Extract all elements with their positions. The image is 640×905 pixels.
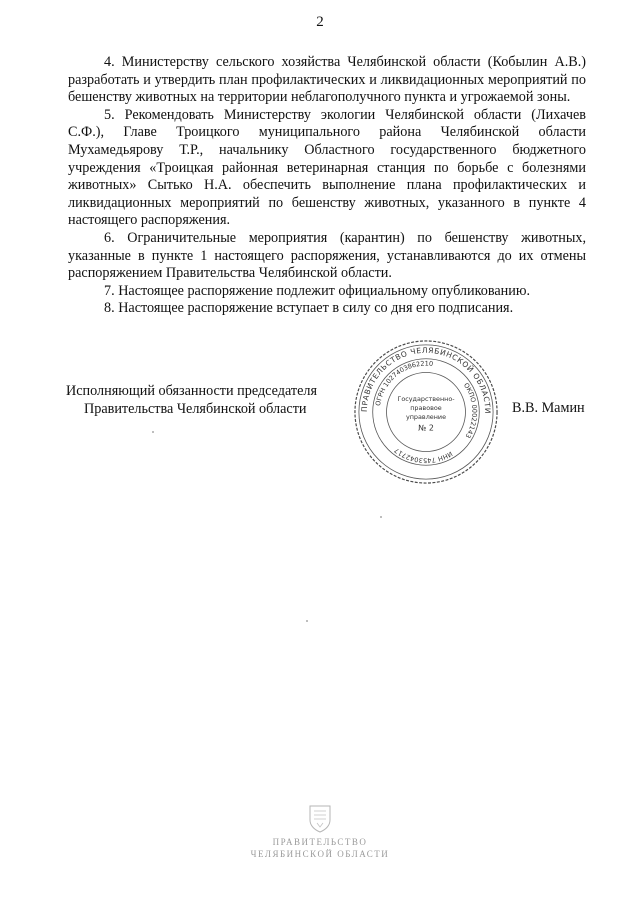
paragraph-4: 4. Министерству сельского хозяйства Челябинской области (Кобылин А.В.) разработать и утвердить план профилактических и ликвидационных мероприятий по бешенству животных на территории неблагополучного пункта и угрожаемой зоны. xyxy=(68,54,586,106)
footer-line-2: ЧЕЛЯБИНСКОЙ ОБЛАСТИ xyxy=(250,849,390,859)
seal-center-line-1: Государственно- xyxy=(397,395,455,404)
seal-center-line-2: правовое xyxy=(410,404,442,413)
paragraph-8: 8. Настоящее распоряжение вступает в силу со дня его подписания. xyxy=(104,300,514,317)
paragraph-6: 6. Ограничительные мероприятия (карантин) по бешенству животных, указанные в пункте 1 настоящего распоряжения, устанавливаются до их отмены распоряжением Правительства Челябинской области. xyxy=(68,229,586,282)
document-body xyxy=(68,54,586,318)
page-number: 2 xyxy=(316,14,324,30)
official-seal xyxy=(352,338,500,486)
scan-speck xyxy=(152,431,154,433)
seal-center-number: № 2 xyxy=(418,423,434,433)
seal-ogrn: ОГРН 1027403862210 xyxy=(374,359,434,407)
scan-speck xyxy=(380,516,382,518)
seal-okpo: ОКПО 00022143 xyxy=(461,381,479,440)
signatory-name: В.В. Мамин xyxy=(512,400,585,416)
signatory-title-line-1: Исполняющий обязанности председателя xyxy=(66,383,317,399)
paragraph-7: 7. Настоящее распоряжение подлежит официальному опубликованию. xyxy=(104,282,531,299)
seal-outer-text: ПРАВИТЕЛЬСТВО ЧЕЛЯБИНСКОЙ ОБЛАСТИ xyxy=(359,345,493,415)
footer-watermark xyxy=(0,836,640,860)
signatory-title xyxy=(66,382,356,418)
seal-inn: ИНН 7453042717 xyxy=(392,446,454,465)
scan-speck xyxy=(306,620,308,622)
paragraph-5: 5. Рекомендовать Министерству экологии Челябинской области (Лихачев С.Ф.), Главе Троицкого муниципального района Челябинской области Мухамедьярову Т.Р., начальнику Областного государственного бюджетного учреждения «Троицкая районная ветеринарная станция по борьбе с болезнями животных» Сытько Н.А. обеспечить выполнение плана профилактических и ликвидационных мероприятий по бешенству животных, указанного в пункте 4 настоящего распоряжения. xyxy=(68,106,586,229)
seal-graphic xyxy=(352,338,500,486)
coat-of-arms-icon xyxy=(0,803,640,838)
footer-line-1: ПРАВИТЕЛЬСТВО xyxy=(272,837,368,847)
seal-center-line-3: управление xyxy=(405,412,447,421)
signatory-title-line-2: Правительства Челябинской области xyxy=(84,401,307,417)
